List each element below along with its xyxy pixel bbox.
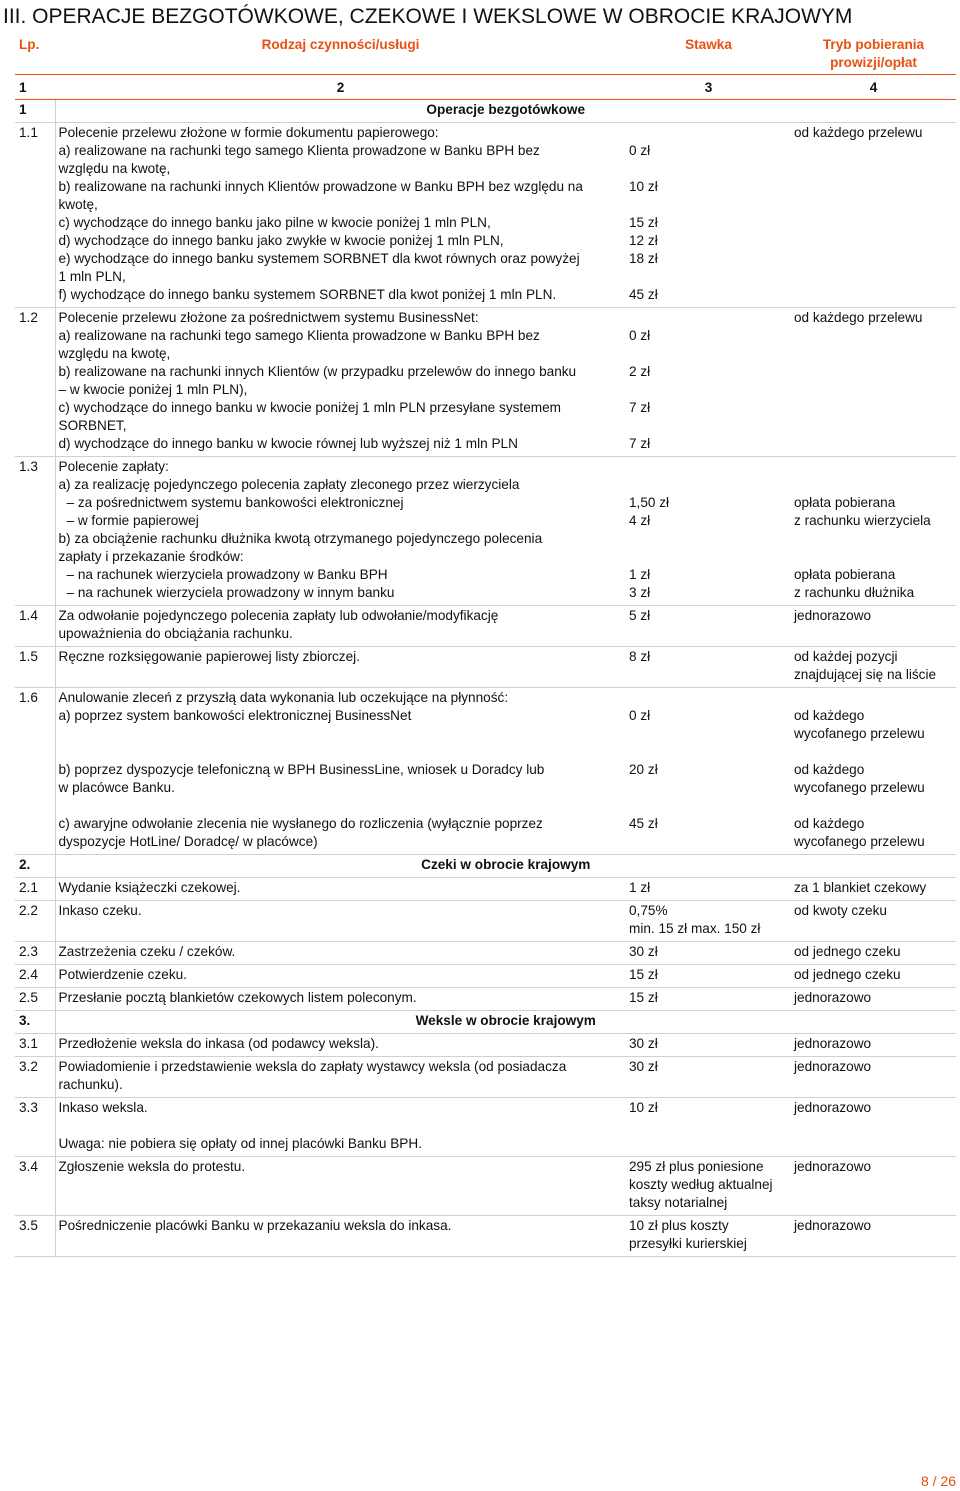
row-description: Pośredniczenie placówki Banku w przekazaniu weksla do inkasa. (55, 1216, 626, 1257)
row-number: 3.1 (15, 1034, 55, 1057)
row-mode: od jednego czeku (791, 965, 956, 988)
desc-line: dyspozycje HotLine/ Doradcę/ w placówce) (58, 834, 318, 849)
row-rate (626, 123, 791, 308)
table-row-3-4 (15, 1157, 956, 1216)
mode-value: od każdego (794, 816, 865, 831)
mode-value: znajdującej się na liście (794, 667, 937, 682)
row-number: 3.3 (15, 1098, 55, 1157)
rate-value: 5 zł (629, 608, 651, 623)
rate-value: 10 zł plus koszty (629, 1218, 729, 1233)
row-rate (626, 606, 791, 647)
desc-line: Inkaso weksla. (58, 1100, 148, 1115)
section-number: 2. (15, 855, 55, 878)
column-number-row (15, 75, 956, 100)
desc-line: 1 mln PLN, (58, 269, 126, 284)
table-row-1-6 (15, 688, 956, 855)
mode-value: od każdej pozycji (794, 649, 898, 664)
desc-line: upoważnienia do obciążania rachunku. (58, 626, 293, 641)
header-rodzaj: Rodzaj czynności/usługi (55, 35, 626, 75)
rate-value: 7 zł (629, 400, 651, 415)
row-mode (791, 606, 956, 647)
mode-value: od każdego (794, 708, 865, 723)
section-row-3 (15, 1011, 956, 1034)
row-description (55, 606, 626, 647)
row-mode: jednorazowo (791, 1216, 956, 1257)
table-row-3-2 (15, 1057, 956, 1098)
row-rate: 1 zł (626, 878, 791, 901)
desc-line: rachunku). (58, 1077, 123, 1092)
rate-value: 1 zł (629, 567, 651, 582)
mode-value: z rachunku wierzyciela (794, 513, 931, 528)
rate-value: 45 zł (629, 816, 658, 831)
table-row-2-3 (15, 942, 956, 965)
desc-line: a) realizowane na rachunki tego samego Klienta prowadzone w Banku BPH bez (58, 328, 540, 343)
rate-value: taksy notarialnej (629, 1195, 728, 1210)
row-rate: 15 zł (626, 965, 791, 988)
row-rate (626, 457, 791, 606)
row-rate: 10 zł (626, 1098, 791, 1157)
table-header-row (15, 35, 956, 75)
table-row-2-5 (15, 988, 956, 1011)
row-number: 2.5 (15, 988, 55, 1011)
header-stawka: Stawka (626, 35, 791, 75)
row-mode: jednorazowo (791, 988, 956, 1011)
colnum-2: 2 (55, 75, 626, 100)
mode-value: jednorazowo (794, 608, 872, 623)
rate-value: 18 zł (629, 251, 658, 266)
row-mode (791, 647, 956, 688)
row-mode (791, 308, 956, 457)
desc-line: – w formie papierowej (66, 513, 199, 528)
section-title: Czeki w obrocie krajowym (55, 855, 956, 878)
table-row-3-3 (15, 1098, 956, 1157)
desc-line: d) wychodzące do innego banku jako zwykłe w kwocie poniżej 1 mln PLN, (58, 233, 504, 248)
rate-value: koszty według aktualnej (629, 1177, 773, 1192)
row-rate (626, 1216, 791, 1257)
section-number: 1 (15, 100, 55, 123)
mode-value: opłata pobierana (794, 495, 896, 510)
rate-value: 45 zł (629, 287, 658, 302)
rate-value: 0 zł (629, 143, 651, 158)
row-description: Inkaso czeku. (55, 901, 626, 942)
desc-line: SORBNET, (58, 418, 127, 433)
rate-value: 0 zł (629, 708, 651, 723)
mode-value: od każdego przelewu (794, 310, 923, 325)
row-description: Wydanie książeczki czekowej. (55, 878, 626, 901)
rate-value: 20 zł (629, 762, 658, 777)
row-mode: jednorazowo (791, 1057, 956, 1098)
row-number: 1.6 (15, 688, 55, 855)
row-number: 1.1 (15, 123, 55, 308)
rate-value: min. 15 zł max. 150 zł (629, 921, 761, 936)
rate-value: 8 zł (629, 649, 651, 664)
rate-value: 0,75% (629, 903, 668, 918)
row-description (55, 123, 626, 308)
row-number: 2.1 (15, 878, 55, 901)
desc-line: zapłaty i przekazanie środków: (58, 549, 244, 564)
row-description: Przesłanie pocztą blankietów czekowych listem poleconym. (55, 988, 626, 1011)
desc-line: – za pośrednictwem systemu bankowości elektronicznej (66, 495, 404, 510)
row-number: 2.3 (15, 942, 55, 965)
row-number: 1.3 (15, 457, 55, 606)
row-description: Potwierdzenie czeku. (55, 965, 626, 988)
row-mode: jednorazowo (791, 1034, 956, 1057)
desc-line: e) wychodzące do innego banku systemem SORBNET dla kwot równych oraz powyżej (58, 251, 580, 266)
row-number: 2.4 (15, 965, 55, 988)
row-number: 3.5 (15, 1216, 55, 1257)
row-mode: od jednego czeku (791, 942, 956, 965)
desc-line: Polecenie przelewu złożone za pośrednictwem systemu BusinessNet: (58, 310, 479, 325)
mode-value: opłata pobierana (794, 567, 896, 582)
rate-value: 7 zł (629, 436, 651, 451)
row-number: 2.2 (15, 901, 55, 942)
table-row-2-1 (15, 878, 956, 901)
mode-value: z rachunku dłużnika (794, 585, 915, 600)
desc-line: d) wychodzące do innego banku w kwocie równej lub wyższej niż 1 mln PLN (58, 436, 518, 451)
rate-value: 10 zł (629, 179, 658, 194)
row-number: 1.2 (15, 308, 55, 457)
desc-line: Polecenie zapłaty: (58, 459, 169, 474)
row-description (55, 647, 626, 688)
table-row-1-4 (15, 606, 956, 647)
desc-line: c) wychodzące do innego banku jako pilne w kwocie poniżej 1 mln PLN, (58, 215, 491, 230)
desc-line: – w kwocie poniżej 1 mln PLN), (58, 382, 248, 397)
desc-line: a) poprzez system bankowości elektronicznej BusinessNet (58, 708, 412, 723)
page-number: 8 / 26 (920, 1473, 956, 1489)
row-mode: od kwoty czeku (791, 901, 956, 942)
row-description (55, 1057, 626, 1098)
mode-value: od każdego (794, 762, 865, 777)
table-row-1-1 (15, 123, 956, 308)
desc-line: Anulowanie zleceń z przyszłą data wykonania lub oczekujące na płynność: (58, 690, 509, 705)
rate-value: 1,50 zł (629, 495, 670, 510)
table-row-1-2 (15, 308, 956, 457)
fee-table (15, 35, 956, 1257)
table-row-3-1 (15, 1034, 956, 1057)
header-tryb: Tryb pobierania prowizji/opłat (791, 35, 956, 75)
row-mode (791, 688, 956, 855)
row-rate (626, 308, 791, 457)
desc-line: – na rachunek wierzyciela prowadzony w Banku BPH (66, 567, 388, 582)
rate-value: 295 zł plus poniesione (629, 1159, 764, 1174)
mode-value: od każdego przelewu (794, 125, 923, 140)
desc-line: Powiadomienie i przedstawienie weksla do zapłaty wystawcy weksla (od posiadacza (58, 1059, 567, 1074)
desc-line: Ręczne rozksięgowanie papierowej listy zbiorczej. (58, 649, 360, 664)
row-description: Zgłoszenie weksla do protestu. (55, 1157, 626, 1216)
desc-line: w placówce Banku. (58, 780, 175, 795)
desc-line: Polecenie przelewu złożone w formie dokumentu papierowego: (58, 125, 439, 140)
colnum-4: 4 (791, 75, 956, 100)
table-row-1-5 (15, 647, 956, 688)
rate-value: przesyłki kurierskiej (629, 1236, 747, 1251)
desc-line: f) wychodzące do innego banku systemem SORBNET dla kwot poniżej 1 mln PLN. (58, 287, 557, 302)
row-number: 1.4 (15, 606, 55, 647)
desc-line: a) za realizację pojedynczego polecenia zapłaty zleconego przez wierzyciela (58, 477, 520, 492)
row-rate: 30 zł (626, 942, 791, 965)
header-lp: Lp. (15, 35, 55, 75)
note-line: Uwaga: nie pobiera się opłaty od innej placówki Banku BPH. (58, 1136, 422, 1151)
desc-line: b) poprzez dyspozycje telefoniczną w BPH BusinessLine, wniosek u Doradcy lub (58, 762, 545, 777)
section-number: 3. (15, 1011, 55, 1034)
row-rate: 30 zł (626, 1057, 791, 1098)
table-row-3-5 (15, 1216, 956, 1257)
row-mode: jednorazowo (791, 1157, 956, 1216)
desc-line: względu na kwotę, (58, 161, 171, 176)
desc-line: b) realizowane na rachunki innych Klientów (w przypadku przelewów do innego banku (58, 364, 577, 379)
row-rate (626, 688, 791, 855)
row-mode (791, 457, 956, 606)
row-description (55, 457, 626, 606)
desc-line: Za odwołanie pojedynczego polecenia zapłaty lub odwołanie/modyfikację (58, 608, 499, 623)
rate-value: 15 zł (629, 215, 658, 230)
section-row-1 (15, 100, 956, 123)
desc-line: c) wychodzące do innego banku w kwocie poniżej 1 mln PLN przesyłane systemem (58, 400, 561, 415)
desc-line: b) za obciążenie rachunku dłużnika kwotą otrzymanego pojedynczego polecenia (58, 531, 543, 546)
section-row-2 (15, 855, 956, 878)
row-rate: 30 zł (626, 1034, 791, 1057)
rate-value: 4 zł (629, 513, 651, 528)
section-title: Weksle w obrocie krajowym (55, 1011, 956, 1034)
row-number: 3.2 (15, 1057, 55, 1098)
rate-value: 3 zł (629, 585, 651, 600)
table-row-1-3 (15, 457, 956, 606)
colnum-1: 1 (15, 75, 55, 100)
rate-value: 12 zł (629, 233, 658, 248)
row-rate (626, 647, 791, 688)
mode-value: wycofanego przelewu (794, 834, 925, 849)
row-description (55, 308, 626, 457)
row-description: Przedłożenie weksla do inkasa (od podawcy weksla). (55, 1034, 626, 1057)
row-number: 1.5 (15, 647, 55, 688)
row-mode: za 1 blankiet czekowy (791, 878, 956, 901)
row-description (55, 688, 626, 855)
rate-value: 2 zł (629, 364, 651, 379)
row-rate (626, 1157, 791, 1216)
desc-line: – na rachunek wierzyciela prowadzony w innym banku (66, 585, 395, 600)
row-rate (626, 901, 791, 942)
row-mode (791, 123, 956, 308)
desc-line: c) awaryjne odwołanie zlecenia nie wysłanego do rozliczenia (wyłącznie poprzez (58, 816, 543, 831)
section-title: Operacje bezgotówkowe (55, 100, 956, 123)
row-description: Zastrzeżenia czeku / czeków. (55, 942, 626, 965)
desc-line: kwotę, (58, 197, 98, 212)
page-title: III. OPERACJE BEZGOTÓWKOWE, CZEKOWE I WEKSLOWE W OBROCIE KRAJOWYM (3, 5, 853, 28)
desc-line: a) realizowane na rachunki tego samego Klienta prowadzone w Banku BPH bez (58, 143, 540, 158)
desc-line: b) realizowane na rachunki innych Klientów prowadzone w Banku BPH bez względu na (58, 179, 583, 194)
colnum-3: 3 (626, 75, 791, 100)
mode-value: wycofanego przelewu (794, 780, 925, 795)
row-number: 3.4 (15, 1157, 55, 1216)
table-row-2-2 (15, 901, 956, 942)
rate-value: 0 zł (629, 328, 651, 343)
row-description (55, 1098, 626, 1157)
desc-line: względu na kwotę, (58, 346, 171, 361)
row-mode: jednorazowo (791, 1098, 956, 1157)
table-row-2-4 (15, 965, 956, 988)
row-rate: 15 zł (626, 988, 791, 1011)
mode-value: wycofanego przelewu (794, 726, 925, 741)
